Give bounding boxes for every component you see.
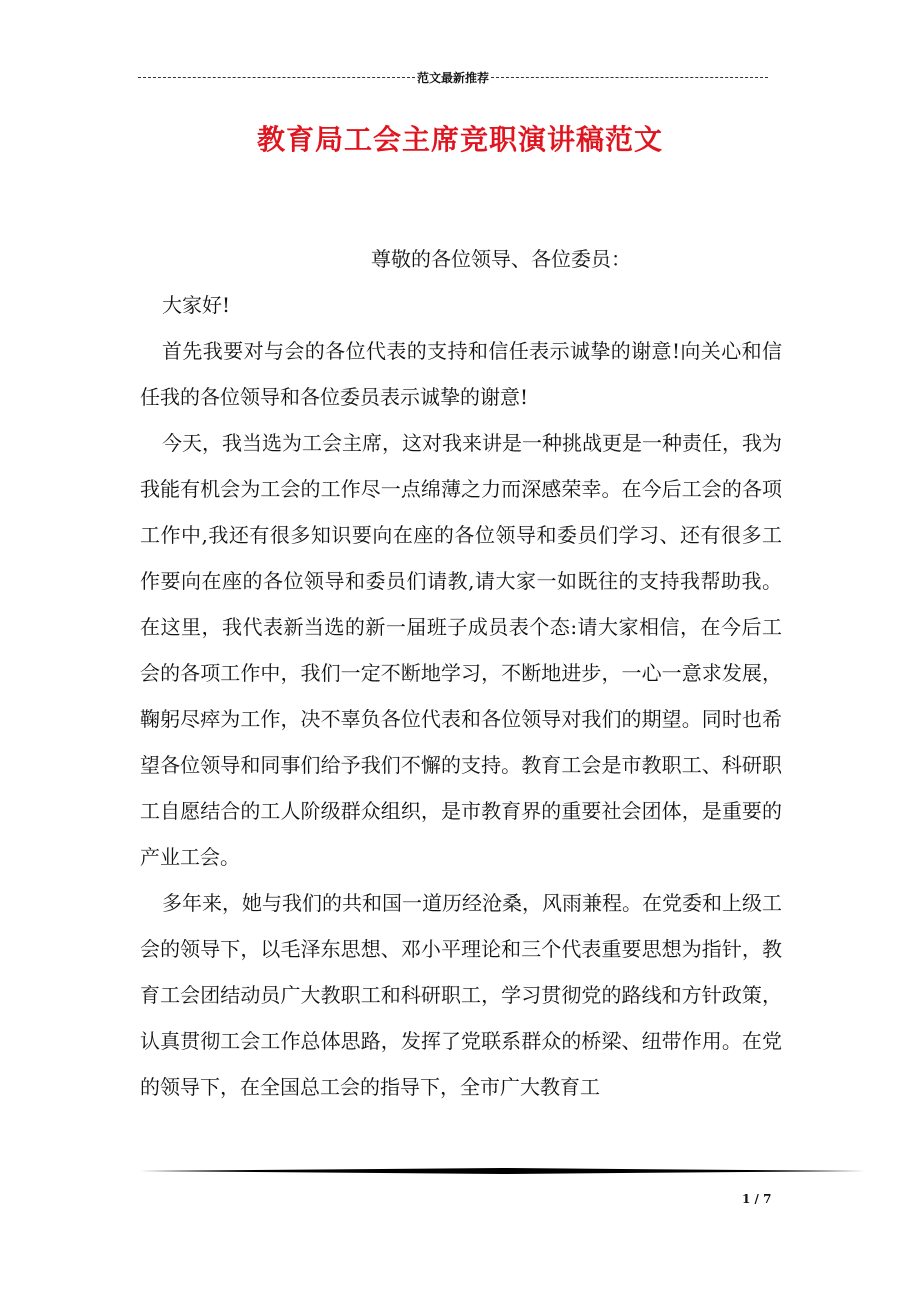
header-banner [138,68,768,86]
document-title: 教育局工会主席竞职演讲稿范文 [256,123,663,156]
paragraph-thanks: 首先我要对与会的各位代表的支持和信任表示诚挚的谢意!向关心和信任我的各位领导和各位委员表示诚挚的谢意! [140,339,782,409]
paragraph-history: 多年来，她与我们的共和国一道历经沧桑，风雨兼程。在党委和上级工会的领导下，以毛泽东思想、邓小平理论和三个代表重要思想为指针，教育工会团结动员广大教职工和科研职工，学习贯彻党的路线和方针政策，认真贯彻工会工作总体思路，发挥了党联系群众的桥梁、纽带作用。在党的领导下，在全国总工会的指导下，全市广大教育工 [140,891,782,1099]
document-body [140,236,782,1110]
paragraph-commitment: 今天，我当选为工会主席，这对我来讲是一种挑战更是一种责任，我为我能有机会为工会的工作尽一点绵薄之力而深感荣幸。在今后工会的各项工作中,我还有很多知识要向在座的各位领导和委员们学习、还有很多工作要向在座的各位领导和委员们请教,请大家一如既往的支持我帮助我。在这里，我代表新当选的新一届班子成员表个态:请大家相信，在今后工会的各项工作中，我们一定不断地学习，不断地进步，一心一意求发展，鞠躬尽瘁为工作，决不辜负各位代表和各位领导对我们的期望。同时也希望各位领导和同事们给予我们不懈的支持。教育工会是市教职工、科研职工自愿结合的工人阶级群众组织，是市教育界的重要社会团体，是重要的产业工会。 [140,431,782,869]
header-label: 范文最新推荐 [417,70,490,85]
header-dash-right [491,77,768,78]
header-dash-left [138,77,415,78]
page-number: 1 / 7 [742,1192,772,1206]
paragraph-greeting: 大家好! [162,293,231,317]
footer-rule [140,1168,865,1174]
salutation: 尊敬的各位领导、各位委员： [371,247,631,271]
